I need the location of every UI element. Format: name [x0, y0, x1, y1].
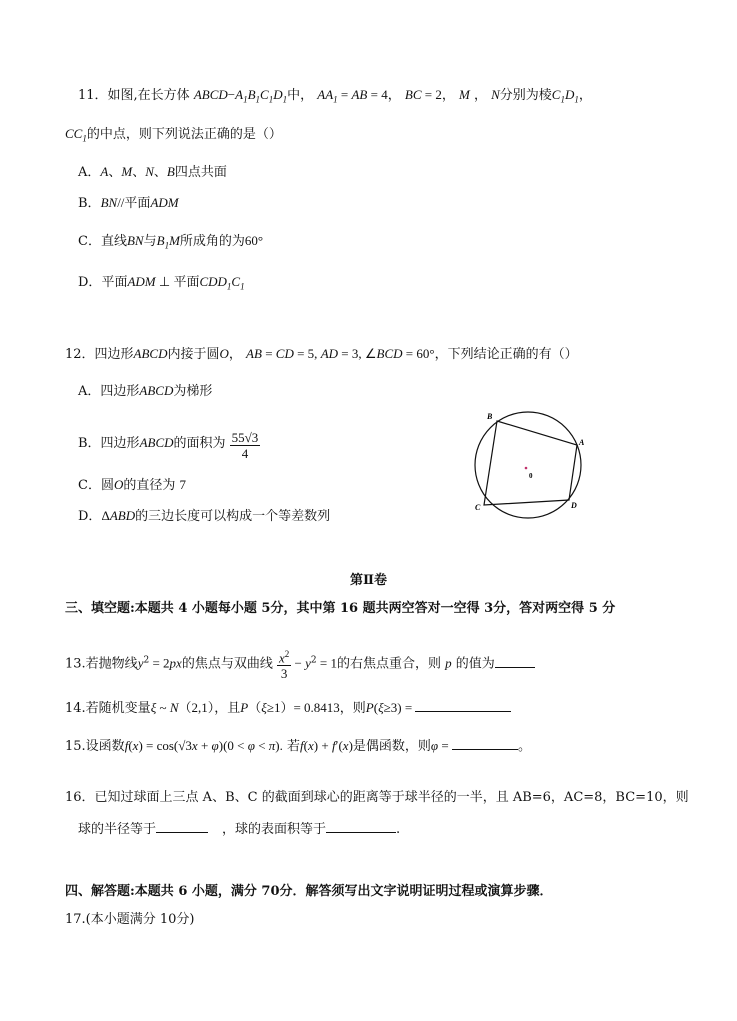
q11-end: ， [578, 88, 592, 103]
q12-mid: 内接于圆 [167, 347, 220, 362]
q14-mid2: ，则 [339, 701, 366, 716]
q11-option-a: A．A、M、N、B四点共面 [78, 164, 227, 180]
label-b: B [487, 412, 493, 421]
q13: 13.若抛物线$y^2 = 2px$的焦点与双曲线 $\frac{x^2}{3}$ − $y^2 = 1$的右焦点重合，则 p 的值为 [65, 647, 535, 681]
q13-answer-blank[interactable] [495, 654, 535, 668]
hyperbola-fraction: $\frac{x^2}{3}$ [278, 649, 290, 682]
q17-heading: 17.(本小题满分 10分) [65, 912, 195, 927]
q12-prefix: 12．四边形 [65, 347, 134, 362]
q13-mid2: 的右焦点重合，则 [336, 656, 441, 672]
q16-area-blank[interactable] [326, 819, 396, 833]
q15-mid1: 若 [287, 739, 301, 754]
area-fraction: $\frac{55√3}{4}$ [231, 430, 259, 461]
q12-stem: 12．四边形ABCD内接于圆O， AB = CD = 5, AD = 3, ∠BCD = 60°，下列结论正确的有（） [65, 346, 578, 362]
q11-opt-a-text: 四点共面 [174, 165, 227, 180]
q11-opt-c-label: C． [78, 234, 101, 249]
q11-opt-d-t2: 平面 [173, 275, 200, 290]
q11-line2: $CC_1$的中点，则下列说法正确的是（） [65, 126, 282, 144]
q15-prefix: 15.设函数 [65, 739, 125, 754]
q11-mid1: 中， [287, 88, 314, 103]
q11-opt-c-t2: 与 [143, 234, 157, 249]
q14: 14.若随机变量ξ ~ N（2,1），且P（ξ≥1）= 0.8413，则P(ξ≥3) = [65, 698, 511, 718]
q15-mid2: 是偶函数，则 [352, 739, 431, 754]
q11-opt-b-label: B． [78, 196, 101, 211]
q11-opt-c-t1: 直线 [100, 234, 127, 249]
q15-end: 。 [517, 739, 531, 754]
q12-option-b: B．四边形ABCD的面积为 $\frac{55√3}{4}$ [78, 430, 259, 461]
q13-prefix: 13.若抛物线 [65, 656, 138, 672]
q13-mid1: 的焦点与双曲线 [181, 656, 273, 672]
q12-opt-b-mid: 的面积为 [173, 436, 226, 451]
q14-answer-blank[interactable] [415, 698, 511, 712]
q11-mid4: 分别为棱 [499, 88, 552, 103]
q16-end: . [396, 822, 401, 837]
q12-option-d: D．ΔABD的三边长度可以构成一个等差数列 [78, 508, 331, 524]
q12-end: ，下列结论正确的有（） [434, 347, 578, 362]
q12-opt-c: C．圆 [78, 478, 114, 493]
q12-opt-c-end: 的直径为 [123, 478, 176, 493]
q11-opt-a-label: A． [78, 165, 101, 180]
q11-option-c: C．直线BN与$B_1M$所成角的为60° [78, 233, 264, 251]
q16-text-b: ，球的表面积等于 [222, 822, 327, 837]
q12-opt-a: A．四边形 [78, 384, 140, 399]
part-title: 第Ⅱ卷 [350, 573, 387, 588]
q11-prefix: 11．如图,在长方体 [78, 88, 190, 103]
quadrilateral-abcd [484, 421, 577, 505]
q15: 15.设函数f(x) = cos(√3x + φ)(0 < φ < π). 若f(x) + f′(x)是偶函数，则φ = 。 [65, 738, 531, 754]
q11-opt-d-t1: 平面 [101, 275, 128, 290]
q11-option-d: D．平面ADM ⊥ 平面$CDD_1C_1$ [78, 274, 245, 292]
label-d: D [571, 501, 577, 510]
label-o: 0 [529, 472, 533, 480]
q11-solid: ABCD [193, 87, 228, 102]
section-4-heading: 四、解答题:本题共 6 小题，满分 70分．解答须写出文字说明证明过程或演算步骤． [65, 884, 553, 899]
q11-option-b: B．BN//平面ADM [78, 195, 179, 211]
q11-mid2: ， [387, 88, 401, 103]
q12-option-c: C．圆O的直径为 7 [78, 477, 186, 493]
q11-line2-text: 的中点，则下列说法正确的是（） [86, 127, 282, 142]
q16-text-a: 球的半径等于 [78, 822, 157, 837]
q12-option-a: A．四边形ABCD为梯形 [78, 383, 213, 399]
q11-mid3: ， [441, 88, 455, 103]
q11-opt-b-text: 平面 [124, 196, 151, 211]
q12-opt-d: D． [78, 509, 102, 524]
section-3-heading: 三、填空题:本题共 4 小题每小题 5分，其中第 16 题共两空答对一空得 3分，答对两空得 5 分 [65, 601, 616, 616]
label-c: C [475, 503, 481, 512]
q15-answer-blank[interactable] [452, 736, 518, 750]
q11-opt-d-label: D． [78, 275, 102, 290]
center-point [525, 467, 528, 470]
q12-opt-b: B．四边形 [78, 436, 140, 451]
q16-radius-blank[interactable] [156, 819, 208, 833]
q16-line2 [78, 819, 400, 839]
q12-opt-c-val: 7 [179, 477, 186, 492]
q14-mid1: ，且 [214, 701, 241, 716]
q12-opt-d-end: 的三边长度可以构成一个等差数列 [135, 509, 331, 524]
q13-end: 的值为 [455, 656, 495, 672]
q11-opt-c-t3: 所成角的为 [179, 234, 245, 249]
q12-opt-a-end: 为梯形 [173, 384, 213, 399]
label-a: A [579, 438, 585, 447]
q11-line1: 11．如图,在长方体 $ABCD-A_1B_1C_1D_1$中， $AA_1$ = AB = 4， BC = 2， M ， N分别为棱$C_1D_1$， [78, 87, 592, 105]
q14-prefix: 14.若随机变量 [65, 701, 151, 716]
circle-figure [465, 408, 595, 523]
q16-line1: 16．已知过球面上三点 A、B、C 的截面到球心的距离等于球半径的一半，且 AB=6，AC=8，BC=10，则 [65, 790, 689, 805]
